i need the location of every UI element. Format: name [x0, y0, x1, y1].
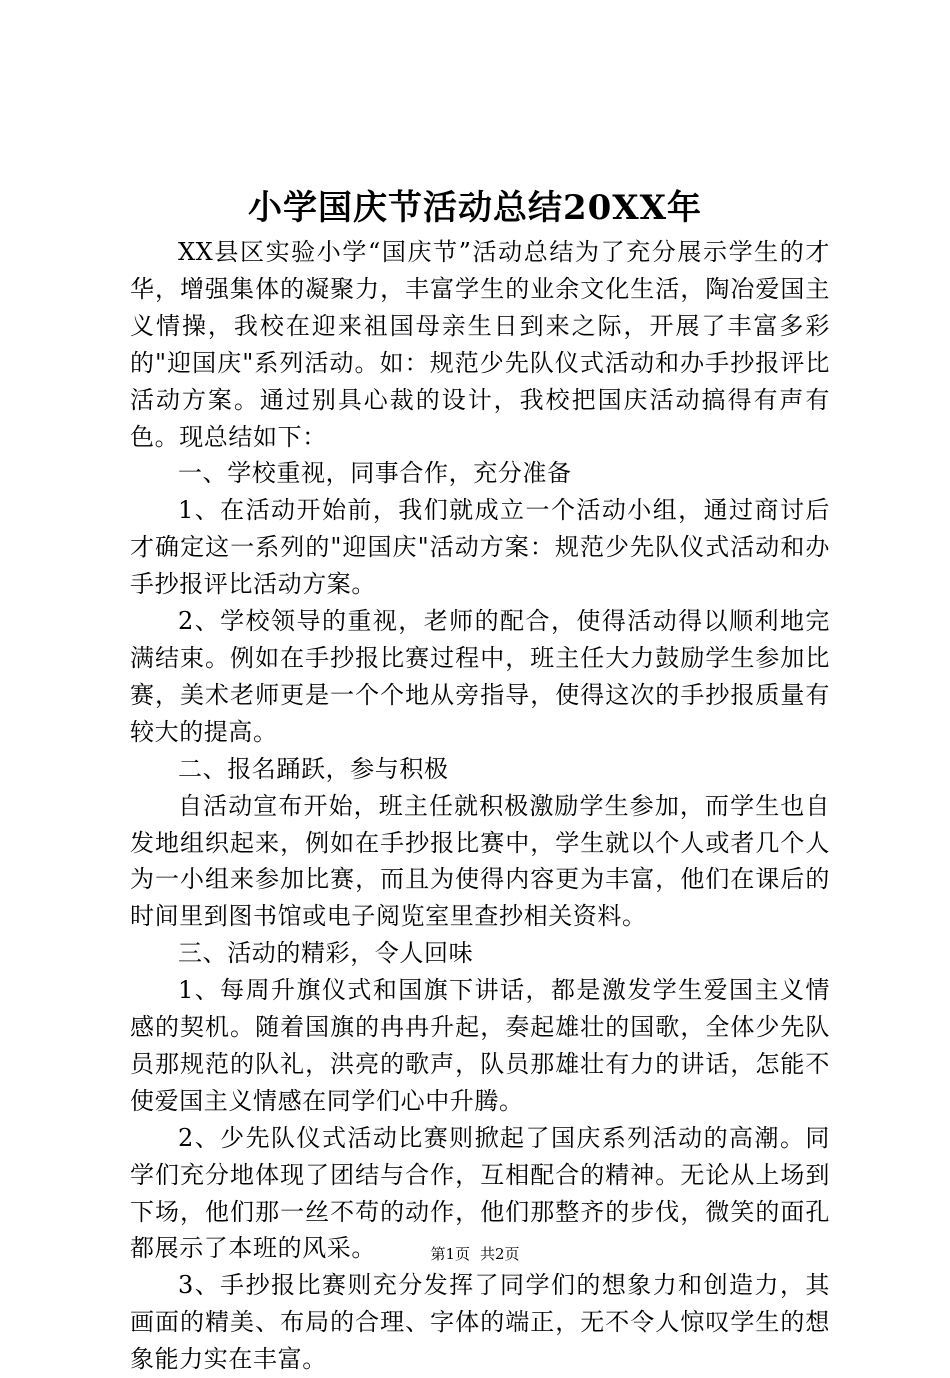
section-heading-3: 三、活动的精彩，令人回味 — [178, 939, 474, 968]
page-footer — [0, 1244, 950, 1264]
paragraph: 2、学校领导的重视，老师的配合，使得活动得以顺利地完满结束。例如在手抄报比赛过程中，班主任大力鼓励学生参加比赛，美术老师更是一个个地从旁指导，使得这次的手抄报质量有较大的提高。 — [130, 607, 830, 746]
paragraph: 1、每周升旗仪式和国旗下讲话，都是激发学生爱国主义情感的契机。随着国旗的冉冉升起，奏起雄壮的国歌，全体少先队员那规范的队礼，洪亮的歌声，队员那雄壮有力的讲话，怎能不使爱国主义情感在同学们心中升腾。 — [130, 976, 830, 1115]
section-heading-1: 一、学校重视，同事合作，充分准备 — [178, 459, 572, 488]
page-number-total: 共2页 — [480, 1245, 520, 1263]
section-heading-2: 二、报名踊跃，参与积极 — [178, 754, 449, 783]
paragraph-intro: XX县区实验小学“国庆节”活动总结为了充分展示学生的才华，增强集体的凝聚力，丰富学生的业余文化生活，陶冶爱国主义情操，我校在迎来祖国母亲生日到来之际，开展了丰富多彩的"迎国庆"系列活动。如：规范少先队仪式活动和办手抄报评比活动方案。通过别具心裁的设计，我校把国庆活动搞得有声有色。现总结如下： — [130, 238, 830, 451]
paragraph: 2、少先队仪式活动比赛则掀起了国庆系列活动的高潮。同学们充分地体现了团结与合作，互相配合的精神。无论从上场到下场，他们那一丝不苟的动作，他们那整齐的步伐，微笑的面孔都展示了本班的风采。 — [130, 1123, 830, 1263]
paragraph: 自活动宣布开始，班主任就积极激励学生参加，而学生也自发地组织起来，例如在手抄报比赛中，学生就以个人或者几个人为一小组来参加比赛，而且为使得内容更为丰富，他们在课后的时间里到图书馆或电子阅览室里查抄相关资料。 — [130, 791, 830, 931]
paragraph: 3、手抄报比赛则充分发挥了同学们的想象力和创造力，其画面的精美、布局的合理、字体的端正，无不令人惊叹学生的想象能力实在丰富。 — [130, 1271, 830, 1374]
document-body — [130, 234, 830, 1378]
paragraph: 1、在活动开始前，我们就成立一个活动小组，通过商讨后才确定这一系列的"迎国庆"活动方案：规范少先队仪式活动和办手抄报评比活动方案。 — [130, 496, 830, 599]
page-number-current: 第1页 — [430, 1245, 470, 1263]
document-title: 小学国庆节活动总结20XX年 — [247, 188, 703, 228]
